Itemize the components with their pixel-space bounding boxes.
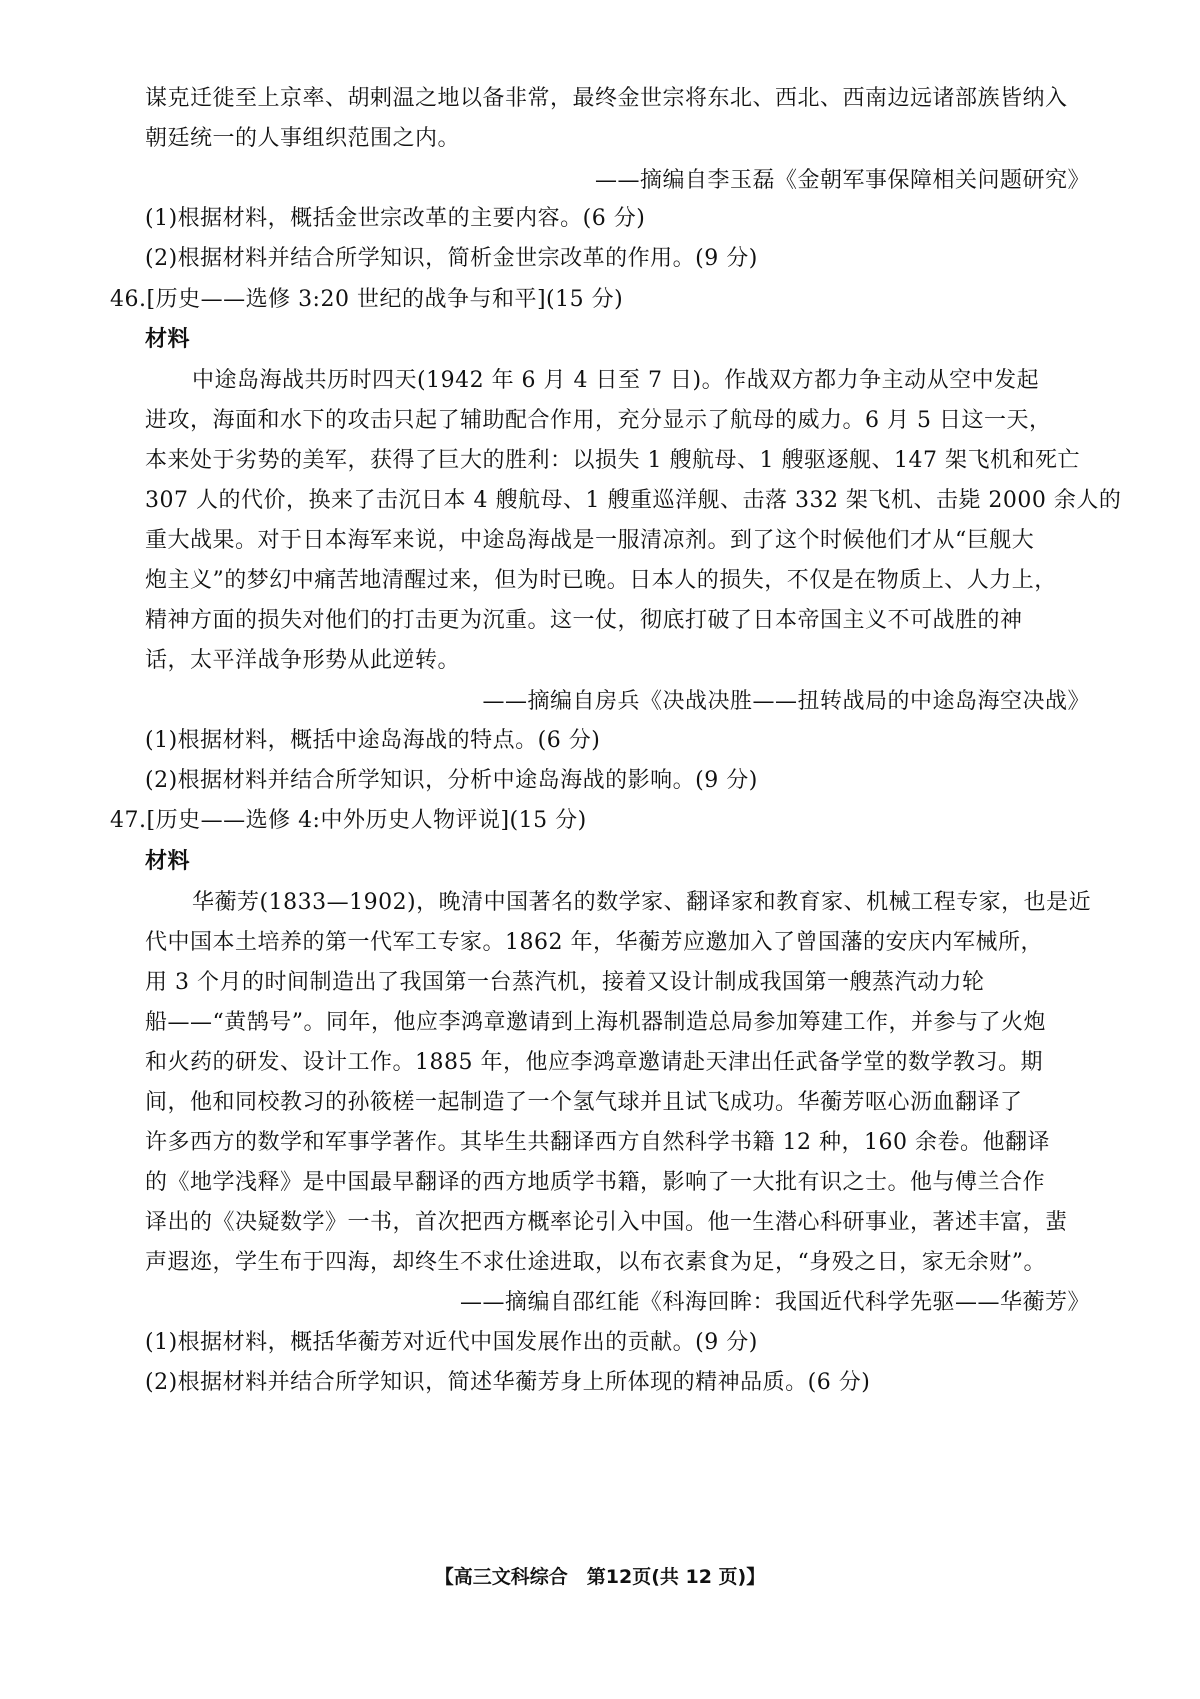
q47-paragraph-line: 声遐迩，学生布于四海，却终生不求仕途进取，以布衣素食为足，“身殁之日，家无余财”。: [145, 1250, 1046, 1275]
q47-paragraph-line: 间，他和同校教习的孙筱槎一起制造了一个氢气球并且试飞成功。华蘅芳呕心沥血翻译了: [145, 1090, 1023, 1115]
q46-paragraph-line: 307 人的代价，换来了击沉日本 4 艘航母、1 艘重巡洋舰、击落 332 架飞机、击毙 2000 余人的: [145, 488, 1122, 513]
continuation-line-2: 朝廷统一的人事组织范围之内。: [145, 126, 461, 151]
q46-paragraph-line: 进攻，海面和水下的攻击只起了辅助配合作用，充分显示了航母的威力。6 月 5 日这一天，: [145, 408, 1052, 433]
q47-paragraph-line: 船——“黄鹄号”。同年，他应李鸿章邀请到上海机器制造总局参加筹建工作，并参与了火炮: [145, 1010, 1046, 1035]
continuation-line-1: 谋克迁徙至上京率、胡剌温之地以备非常，最终金世宗将东北、西北、西南边远诸部族皆纳入: [145, 86, 1068, 111]
q47-paragraph-line: 用 3 个月的时间制造出了我国第一台蒸汽机，接着又设计制成我国第一艘蒸汽动力轮: [145, 970, 985, 995]
page-footer: 【高三文科综合 第12页(共 12 页)】: [434, 1566, 766, 1588]
continuation-source: ——摘编自李玉磊《金朝军事保障相关问题研究》: [594, 168, 1090, 193]
q47-paragraph-line: 代中国本土培养的第一代军工专家。1862 年，华蘅芳应邀加入了曾国藩的安庆内军械所，: [145, 930, 1043, 955]
q47-question-1: (1)根据材料，概括华蘅芳对近代中国发展作出的贡献。(9 分): [145, 1330, 758, 1355]
q46-source: ——摘编自房兵《决战决胜——扭转战局的中途岛海空决战》: [482, 689, 1090, 714]
q46-paragraph-line: 话，太平洋战争形势从此逆转。: [145, 648, 461, 673]
q47-question-2: (2)根据材料并结合所学知识，简述华蘅芳身上所体现的精神品质。(6 分): [145, 1370, 871, 1395]
q47-paragraph-line: 华蘅芳(1833—1902)，晚清中国著名的数学家、翻译家和教育家、机械工程专家，也是近: [192, 890, 1092, 915]
q46-paragraph-line: 本来处于劣势的美军，获得了巨大的胜利：以损失 1 艘航母、1 艘驱逐舰、147 架飞机和死亡: [145, 448, 1080, 473]
q47-source: ——摘编自邵红能《科海回眸：我国近代科学先驱——华蘅芳》: [459, 1290, 1090, 1315]
q46-paragraph-line: 重大战果。对于日本海军来说，中途岛海战是一服清凉剂。到了这个时候他们才从“巨舰大: [145, 528, 1035, 553]
q47-header: 47.[历史——选修 4:中外历史人物评说](15 分): [110, 808, 587, 833]
q47-paragraph-line: 的《地学浅释》是中国最早翻译的西方地质学书籍，影响了一大批有识之士。他与傅兰合作: [145, 1170, 1046, 1195]
continuation-question-2: (2)根据材料并结合所学知识，简析金世宗改革的作用。(9 分): [145, 246, 758, 271]
q47-paragraph-line: 许多西方的数学和军事学著作。其毕生共翻译西方自然科学书籍 12 种，160 余卷。他翻译: [145, 1130, 1050, 1155]
q46-paragraph-line: 炮主义”的梦幻中痛苦地清醒过来，但为时已晚。日本人的损失，不仅是在物质上、人力上，: [145, 568, 1057, 593]
q46-header: 46.[历史——选修 3:20 世纪的战争与和平](15 分): [110, 287, 624, 312]
q46-question-2: (2)根据材料并结合所学知识，分析中途岛海战的影响。(9 分): [145, 768, 758, 793]
q46-paragraph-line: 中途岛海战共历时四天(1942 年 6 月 4 日至 7 日)。作战双方都力争主动从空中发起: [192, 368, 1040, 393]
q46-question-1: (1)根据材料，概括中途岛海战的特点。(6 分): [145, 728, 601, 753]
continuation-question-1: (1)根据材料，概括金世宗改革的主要内容。(6 分): [145, 206, 646, 231]
q47-material-label: 材料: [145, 848, 191, 874]
q47-paragraph-line: 译出的《决疑数学》一书，首次把西方概率论引入中国。他一生潜心科研事业，著述丰富，蜚: [145, 1210, 1068, 1235]
q46-material-label: 材料: [145, 326, 191, 352]
q46-paragraph-line: 精神方面的损失对他们的打击更为沉重。这一仗，彻底打破了日本帝国主义不可战胜的神: [145, 608, 1023, 633]
q47-paragraph-line: 和火药的研发、设计工作。1885 年，他应李鸿章邀请赴天津出任武备学堂的数学教习。期: [145, 1050, 1043, 1075]
